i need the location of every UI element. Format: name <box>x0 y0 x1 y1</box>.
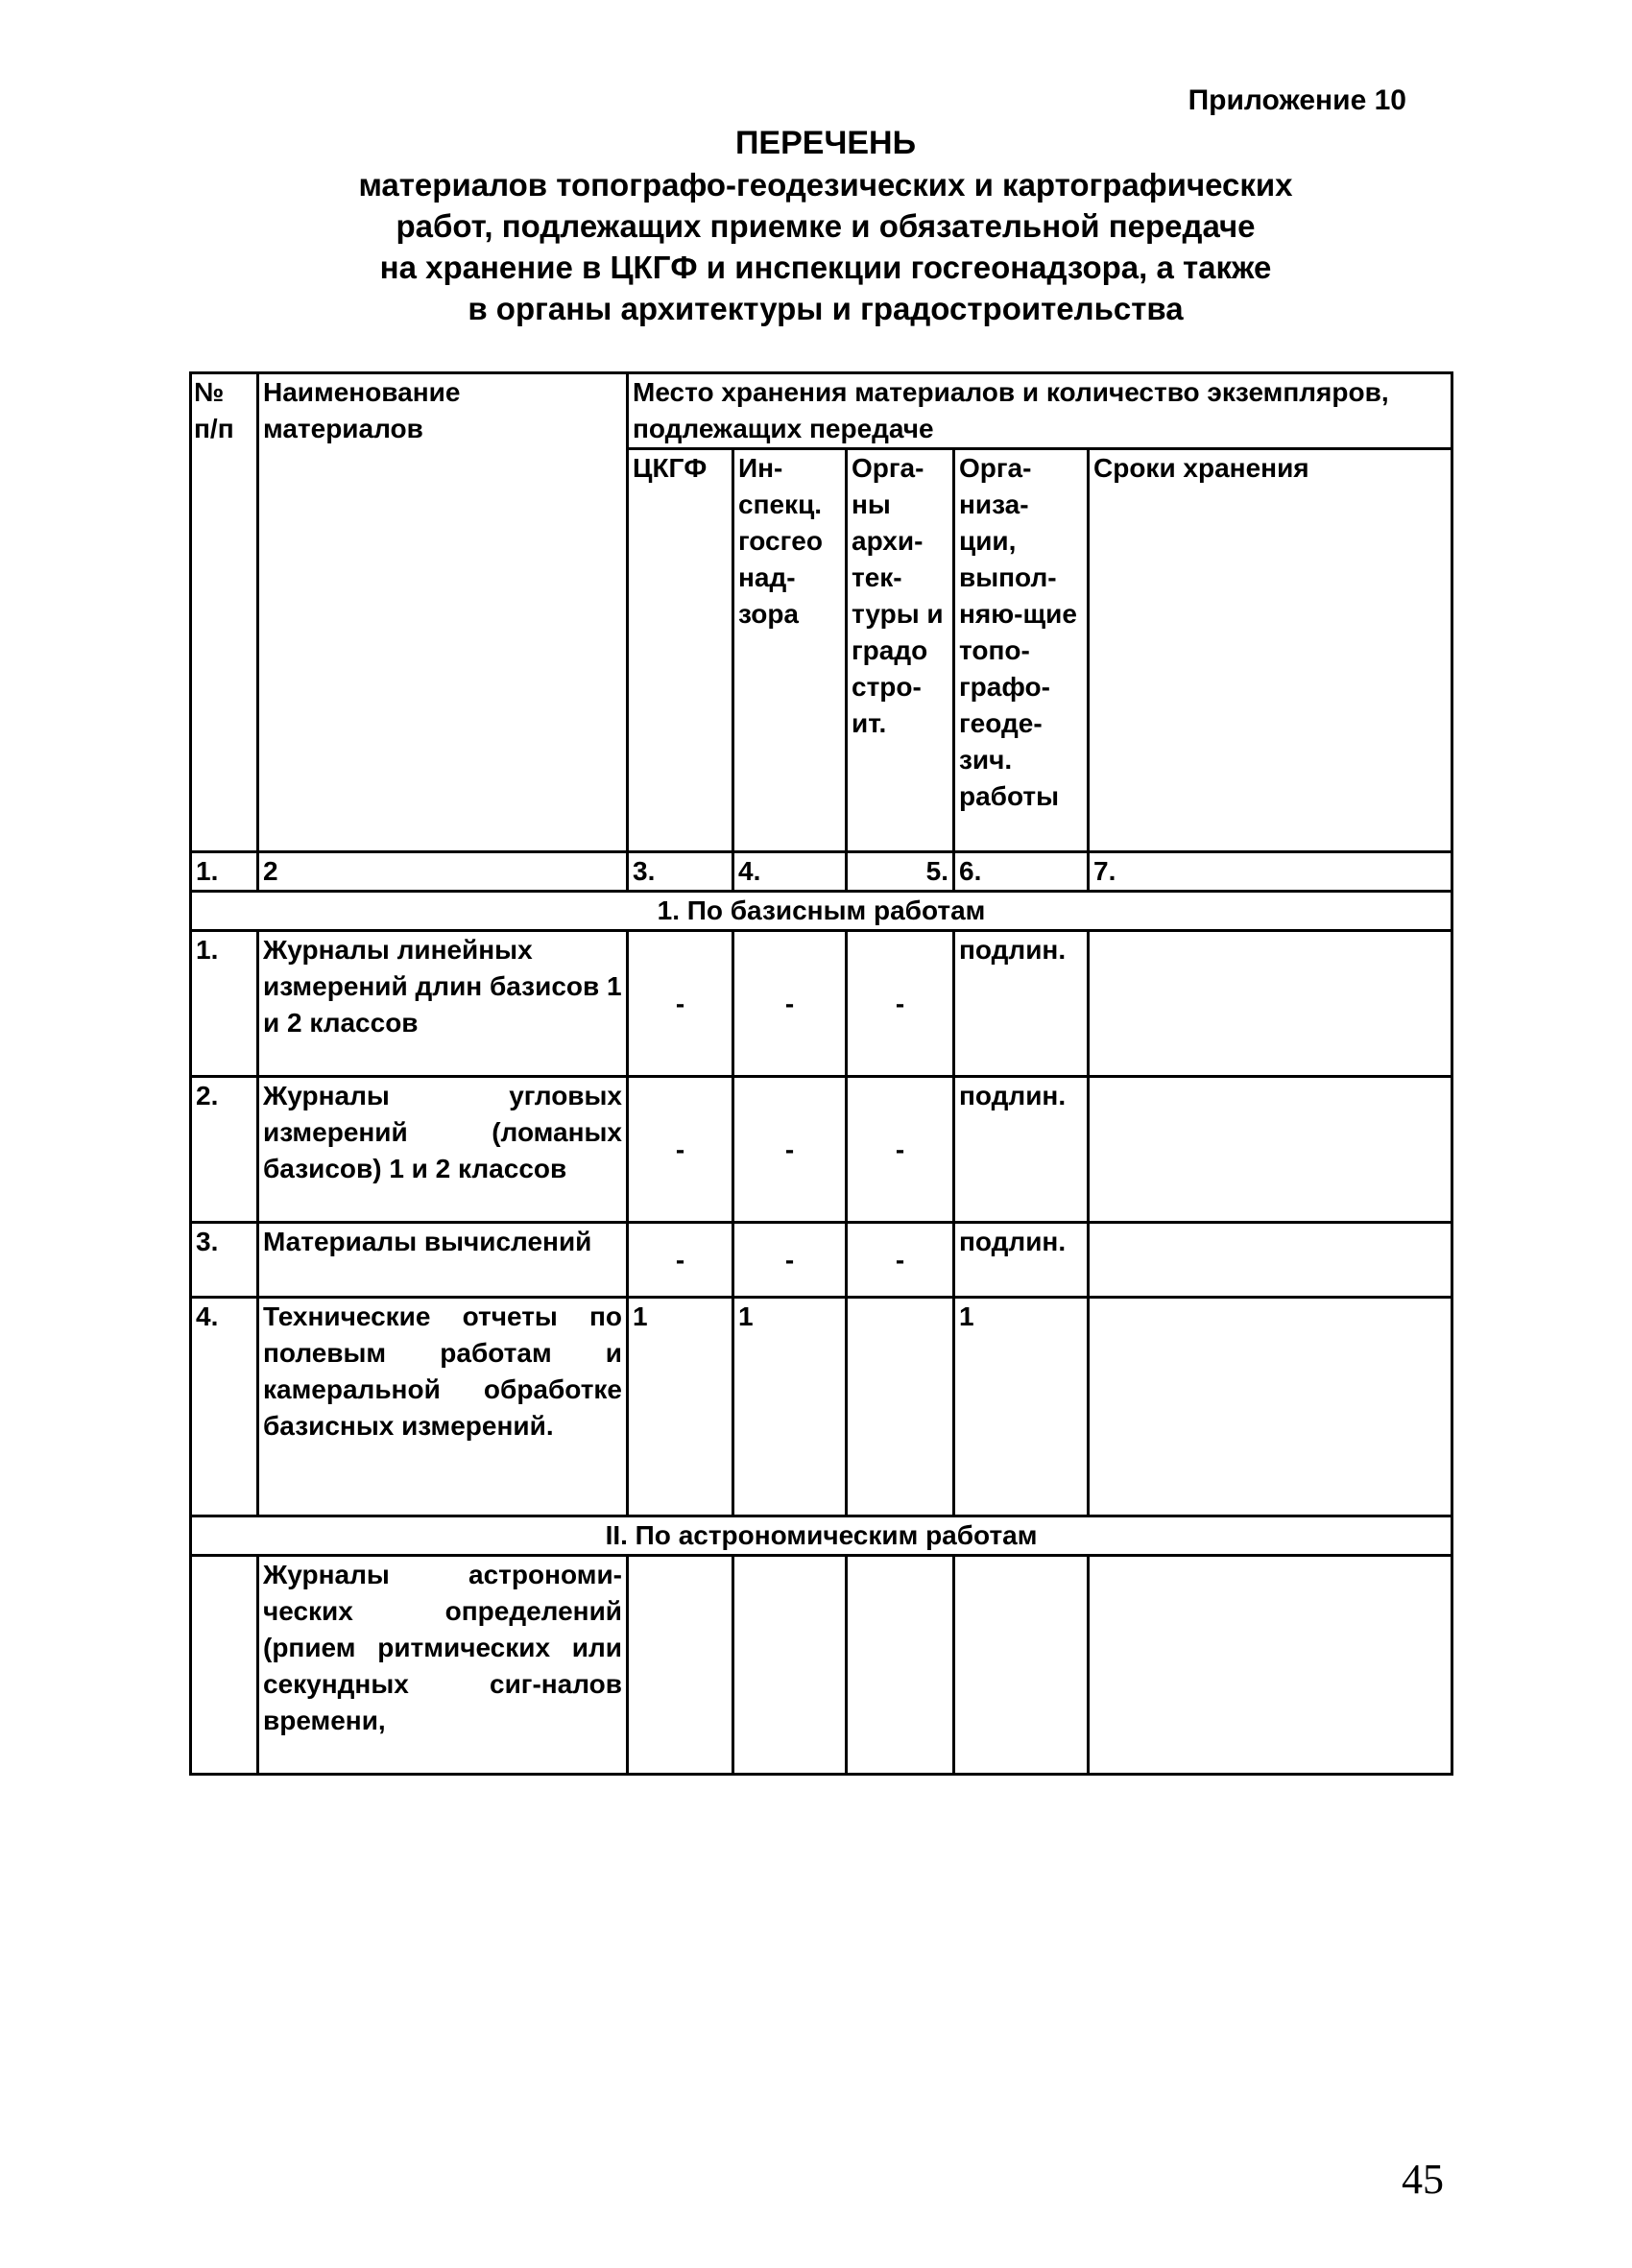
row-inspection: - <box>733 1223 847 1298</box>
row-num: 1. <box>191 931 258 1077</box>
title-line: на хранение в ЦКГФ и инспекции госгеонадзора, а также <box>379 250 1272 285</box>
header-num: № п/п <box>191 373 258 852</box>
row-inspection: - <box>733 931 847 1077</box>
row-num: 4. <box>191 1298 258 1516</box>
title-line: в органы архитектуры и градостроительства <box>468 291 1184 326</box>
row-ckgf: - <box>628 1223 733 1298</box>
row-ckgf <box>628 1556 733 1775</box>
title-line: материалов топографо-геодезических и картографических <box>358 167 1293 203</box>
appendix-label: Приложение 10 <box>1188 84 1406 116</box>
header-name: Наименование материалов <box>258 373 628 852</box>
row-ckgf: 1 <box>628 1298 733 1516</box>
row-terms <box>1089 1298 1452 1516</box>
row-num <box>191 1556 258 1775</box>
materials-table <box>189 371 1453 1776</box>
column-number: 5. <box>847 852 954 892</box>
header-row <box>191 373 1452 449</box>
header-storage-place: Место хранения материалов и количество экземпляров, подлежащих передаче <box>628 373 1452 449</box>
section-title: 1. По базисным работам <box>191 892 1452 931</box>
row-name: Материалы вычислений <box>258 1223 628 1298</box>
row-architecture: - <box>847 1077 954 1223</box>
table-row <box>191 1223 1452 1298</box>
table-row <box>191 1077 1452 1223</box>
column-number: 2 <box>258 852 628 892</box>
row-inspection: - <box>733 1077 847 1223</box>
row-name: Технические отчеты по полевым работам и камеральной обработке базисных измерений. <box>258 1298 628 1516</box>
column-number: 6. <box>954 852 1089 892</box>
row-organizations: 1 <box>954 1298 1089 1516</box>
row-architecture: - <box>847 931 954 1077</box>
header-ckgf: ЦКГФ <box>628 449 733 852</box>
section-row <box>191 1516 1452 1556</box>
row-name: Журналы астрономи-ческих определений (рпием ритмических или секундных сиг-налов времени, <box>258 1556 628 1775</box>
page-number: 45 <box>1402 2156 1444 2203</box>
section-title: II. По астрономическим работам <box>191 1516 1452 1556</box>
header-organizations: Орга-низа-ции, выпол-няю-щие топо-графо-геоде-зич. работы <box>954 449 1089 852</box>
header-inspection: Ин-спекц. госгео над-зора <box>733 449 847 852</box>
row-terms <box>1089 931 1452 1077</box>
row-architecture <box>847 1556 954 1775</box>
header-architecture: Орга-ны архи-тек-туры и градо стро-ит. <box>847 449 954 852</box>
table-row <box>191 931 1452 1077</box>
row-num: 2. <box>191 1077 258 1223</box>
table-row <box>191 1556 1452 1775</box>
row-terms <box>1089 1077 1452 1223</box>
table-row <box>191 1298 1452 1516</box>
column-number: 4. <box>733 852 847 892</box>
column-number: 1. <box>191 852 258 892</box>
header-storage-terms: Сроки хранения <box>1089 449 1452 852</box>
row-organizations: подлин. <box>954 931 1089 1077</box>
section-row <box>191 892 1452 931</box>
row-architecture <box>847 1298 954 1516</box>
document-title <box>192 123 1459 329</box>
row-ckgf: - <box>628 931 733 1077</box>
row-architecture: - <box>847 1223 954 1298</box>
row-name: Журналы линейных измерений длин базисов 1 и 2 классов <box>258 931 628 1077</box>
row-name: Журналы угловых измерений (ломаных базисов) 1 и 2 классов <box>258 1077 628 1223</box>
title-main: ПЕРЕЧЕНЬ <box>734 125 917 161</box>
row-terms <box>1089 1556 1452 1775</box>
row-organizations <box>954 1556 1089 1775</box>
row-organizations: подлин. <box>954 1077 1089 1223</box>
row-num: 3. <box>191 1223 258 1298</box>
row-inspection <box>733 1556 847 1775</box>
column-number: 7. <box>1089 852 1452 892</box>
column-numbers-row <box>191 852 1452 892</box>
row-organizations: подлин. <box>954 1223 1089 1298</box>
row-inspection: 1 <box>733 1298 847 1516</box>
title-line: работ, подлежащих приемке и обязательной передаче <box>396 208 1256 244</box>
column-number: 3. <box>628 852 733 892</box>
row-ckgf: - <box>628 1077 733 1223</box>
row-terms <box>1089 1223 1452 1298</box>
